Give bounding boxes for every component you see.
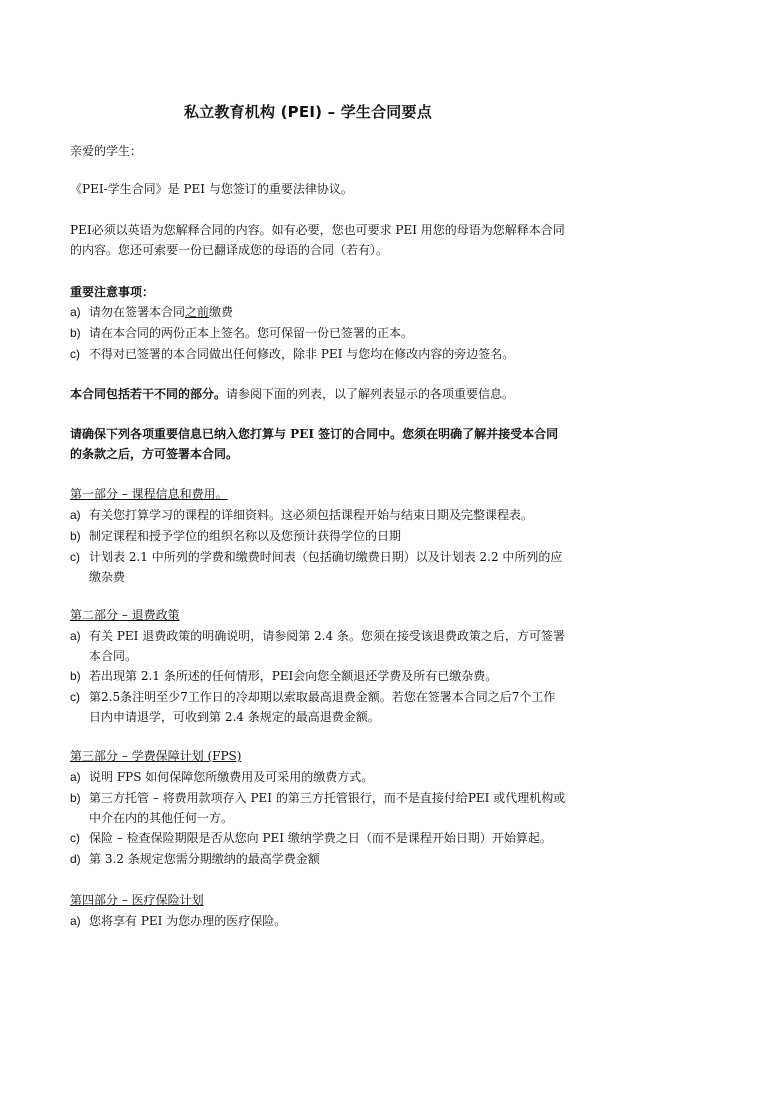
language-line-2: 的内容。您还可索要一份已翻译成您的母语的合同（若有）。 xyxy=(70,243,389,257)
list-marker: a) xyxy=(70,770,81,784)
section-1-heading: 第一部分 – 课程信息和费用。 xyxy=(70,487,228,501)
notice-item-marker: c) xyxy=(70,347,80,361)
list-marker: a) xyxy=(70,629,81,643)
language-line-1: PEI必须以英语为您解释合同的内容。如有必要，您也可要求 PEI 用您的母语为您解释本合同 xyxy=(70,223,565,237)
list-marker: c) xyxy=(70,831,80,845)
list-marker: a) xyxy=(70,914,81,928)
list-marker: d) xyxy=(70,852,81,866)
notice-item-marker: a) xyxy=(70,305,81,319)
section-3-heading: 第三部分 – 学费保障计划 (FPS) xyxy=(70,749,242,763)
list-text: 第2.5条注明至少7工作日的冷却期以索取最高退费金额。若您在签署本合同之后7个工作 日内申请退学，可收到第 2.4 条规定的最高退费金额。 xyxy=(89,690,556,724)
notice-item-text: 请勿在签署本合同之前缴费 xyxy=(89,305,234,319)
notice-heading: 重要注意事项： xyxy=(70,285,155,299)
parts-intro-normal: 请参阅下面的列表，以了解列表显示的各项重要信息。 xyxy=(226,387,515,401)
notice-item-text: 不得对已签署的本合同做出任何修改，除非 PEI 与您均在修改内容的旁边签名。 xyxy=(89,347,515,361)
notice-item-text: 请在本合同的两份正本上签名。您可保留一份已签署的正本。 xyxy=(89,326,414,340)
list-marker: b) xyxy=(70,529,81,543)
list-text: 有关您打算学习的课程的详细资料。这必须包括课程开始与结束日期及完整课程表。 xyxy=(89,508,534,522)
underlined-before: 之前 xyxy=(185,305,210,319)
parts-intro-paragraph xyxy=(70,384,522,404)
salutation: 亲爱的学生： xyxy=(70,144,143,158)
language-paragraph xyxy=(70,220,565,260)
notice-item-marker: b) xyxy=(70,326,81,340)
list-text: 您将享有 PEI 为您办理的医疗保险。 xyxy=(89,914,287,928)
list-marker: c) xyxy=(70,690,80,704)
list-text: 保险 – 检查保险期限是否从您向 PEI 缴纳学费之日（而不是课程开始日期）开始算起。 xyxy=(89,831,552,845)
section-2-heading: 第二部分 – 退费政策 xyxy=(70,608,180,622)
list-text: 若出现第 2.1 条所述的任何情形，PEI会向您全额退还学费及所有已缴杂费。 xyxy=(89,669,498,683)
list-marker: c) xyxy=(70,550,80,564)
list-marker: b) xyxy=(70,791,81,805)
list-text: 计划表 2.1 中所列的学费和缴费时间表（包括确切缴费日期）以及计划表 2.2 中所列的应 缴杂费 xyxy=(89,550,563,584)
list-text: 制定课程和授予学位的组织名称以及您预计获得学位的日期 xyxy=(89,529,402,543)
list-text: 第三方托管 – 将费用款项存入 PEI 的第三方托管银行，而不是直接付给PEI 或代理机构或 中介在内的其他任何一方。 xyxy=(89,791,566,825)
list-marker: b) xyxy=(70,669,81,683)
parts-intro-bold: 本合同包括若干不同的部分。 xyxy=(70,387,227,401)
confirm-line-1: 请确保下列各项重要信息已纳入您打算与 PEI 签订的合同中。您须在明确了解并接受本合同 xyxy=(70,427,559,441)
list-marker: a) xyxy=(70,508,81,522)
list-text: 第 3.2 条规定您需分期缴纳的最高学费金额 xyxy=(89,852,320,866)
list-text: 说明 FPS 如何保障您所缴费用及可采用的缴费方式。 xyxy=(89,770,374,784)
document-title: 私立教育机构 (PEI) – 学生合同要点 xyxy=(184,103,432,121)
intro-paragraph: 《PEI-学生合同》是 PEI 与您签订的重要法律协议。 xyxy=(70,182,353,196)
section-4-heading: 第四部分 – 医疗保险计划 xyxy=(70,893,204,907)
confirm-paragraph xyxy=(70,424,559,464)
confirm-line-2: 的条款之后，方可签署本合同。 xyxy=(70,447,239,461)
list-text: 有关 PEI 退费政策的明确说明，请参阅第 2.4 条。您须在接受该退费政策之后，方可签署 本合同。 xyxy=(89,629,565,663)
